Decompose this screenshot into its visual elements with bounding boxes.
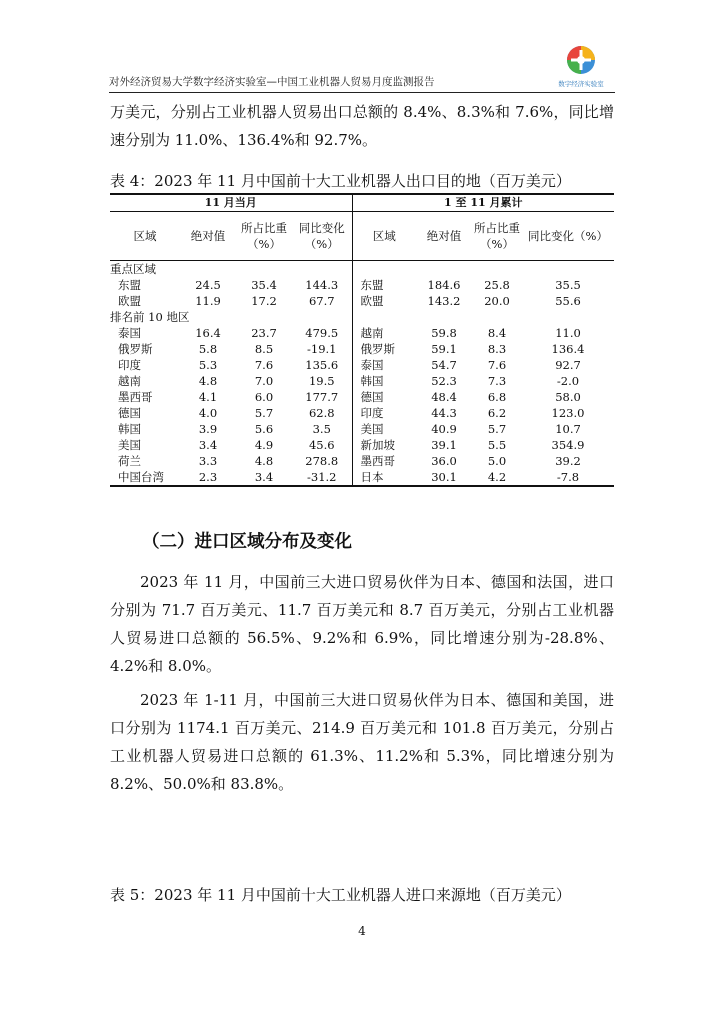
table-row	[110, 437, 614, 453]
section-paragraph-2: 2023 年 1-11 月，中国前三大进口贸易伙伴为日本、德国和美国，进口分别为 1174.1 百万美元、214.9 百万美元和 101.8 百万美元，分别占工业机器人贸易进口总额的 61.3%、11.2%和 5.3%，同比增速分别为 8.2%、50.0%和 83.8%。	[110, 691, 614, 793]
col-change-right: 同比变化（%）	[522, 212, 614, 261]
share-cell: 23.7	[251, 326, 277, 340]
share-cell: 4.9	[254, 438, 274, 452]
cum-yoy-change-cell: 123.0	[551, 406, 585, 420]
cum-abs-value-cell: 44.3	[431, 406, 457, 420]
cum-share-cell: 7.6	[487, 358, 507, 372]
cum-region-cell: 印度	[352, 405, 416, 421]
page-number: 4	[358, 924, 366, 938]
table-row	[110, 373, 614, 389]
abs-value-cell: 11.9	[195, 294, 221, 308]
share-cell: 5.6	[254, 422, 274, 436]
yoy-change-cell: 67.7	[308, 294, 335, 308]
cum-share-cell: 5.7	[487, 422, 507, 436]
table-section-row	[110, 261, 614, 278]
col-region: 区域	[110, 212, 180, 261]
cum-region-cell: 俄罗斯	[352, 341, 416, 357]
col-share: 所占比重（%）	[236, 212, 292, 261]
cum-yoy-change-cell: 136.4	[551, 342, 585, 356]
share-cell: 35.4	[251, 278, 277, 292]
region-cell: 印度	[118, 358, 141, 372]
cum-yoy-change-cell: 354.9	[551, 438, 585, 452]
export-destinations-table	[110, 193, 614, 487]
abs-value-cell: 5.3	[198, 358, 218, 372]
logo-caption: 数字经济实验室	[558, 80, 604, 88]
section-label: 排名前 10 地区	[110, 310, 190, 324]
cum-share-cell: 6.8	[487, 390, 507, 404]
cum-abs-value-cell: 59.1	[431, 342, 457, 356]
cum-abs-value-cell: 184.6	[427, 278, 461, 292]
cum-region-cell: 欧盟	[352, 293, 416, 309]
cum-abs-value-cell: 36.0	[431, 454, 457, 468]
cum-region-cell: 泰国	[352, 357, 416, 373]
cum-share-cell: 8.4	[487, 326, 507, 340]
cum-abs-value-cell: 143.2	[427, 294, 461, 308]
table-row	[110, 277, 614, 293]
cum-share-cell: 20.0	[484, 294, 510, 308]
abs-value-cell: 4.8	[198, 374, 218, 388]
group-month-header: 11 月当月	[110, 194, 352, 212]
table-row	[110, 293, 614, 309]
section-title: （二）进口区域分布及变化	[142, 532, 352, 552]
cum-yoy-change-cell: 10.7	[555, 422, 581, 436]
group-cumulative-header: 1 至 11 月累计	[352, 194, 614, 212]
cum-abs-value-cell: 30.1	[431, 470, 457, 484]
region-cell: 墨西哥	[118, 390, 153, 404]
abs-value-cell: 3.3	[198, 454, 218, 468]
cum-yoy-change-cell: -2.0	[556, 374, 580, 388]
abs-value-cell: 24.5	[195, 278, 221, 292]
cum-share-cell: 6.2	[487, 406, 507, 420]
region-cell: 德国	[118, 406, 141, 420]
yoy-change-cell: -19.1	[307, 342, 337, 356]
yoy-change-cell: 177.7	[305, 390, 339, 404]
abs-value-cell: 4.1	[198, 390, 218, 404]
region-cell: 美国	[118, 438, 141, 452]
region-cell: 越南	[118, 374, 141, 388]
cum-yoy-change-cell: 55.6	[555, 294, 581, 308]
region-cell: 荷兰	[118, 454, 141, 468]
share-cell: 17.2	[251, 294, 277, 308]
col-abs: 绝对值	[180, 212, 236, 261]
yoy-change-cell: 479.5	[305, 326, 339, 340]
section-spacer	[352, 309, 614, 325]
abs-value-cell: 16.4	[195, 326, 221, 340]
share-cell: 5.7	[254, 406, 274, 420]
abs-value-cell: 4.0	[198, 406, 218, 420]
intro-paragraph: 万美元，分别占工业机器人贸易出口总额的 8.4%、8.3%和 7.6%，同比增速分别为 11.0%、136.4%和 92.7%。	[110, 103, 614, 149]
abs-value-cell: 3.4	[198, 438, 218, 452]
share-cell: 4.8	[254, 454, 274, 468]
table-row	[110, 469, 614, 486]
yoy-change-cell: 135.6	[305, 358, 339, 372]
cum-abs-value-cell: 40.9	[431, 422, 457, 436]
cum-share-cell: 5.5	[487, 438, 507, 452]
yoy-change-cell: 19.5	[308, 374, 335, 388]
section-paragraph-1: 2023 年 11 月，中国前三大进口贸易伙伴为日本、德国和法国，进口分别为 71.7 百万美元、11.7 百万美元和 8.7 百万美元，分别占工业机器人贸易进口总额的 56.5%、9.2%和 6.9%，同比增速分别为-28.8%、4.2%和 8.0%。	[110, 573, 614, 675]
table-row	[110, 341, 614, 357]
table-row	[110, 357, 614, 373]
cum-yoy-change-cell: -7.8	[556, 470, 580, 484]
yoy-change-cell: 3.5	[312, 422, 331, 436]
header-title: 对外经济贸易大学数字经济实验室—中国工业机器人贸易月度监测报告	[109, 76, 435, 88]
cum-share-cell: 8.3	[487, 342, 507, 356]
cum-region-cell: 美国	[352, 421, 416, 437]
cum-region-cell: 新加坡	[352, 437, 416, 453]
col-share-right: 所占比重（%）	[472, 212, 522, 261]
cum-abs-value-cell: 54.7	[431, 358, 457, 372]
table5-caption: 表 5：2023 年 11 月中国前十大工业机器人进口来源地（百万美元）	[110, 886, 571, 904]
globe-logo-icon	[553, 44, 609, 78]
table-row	[110, 453, 614, 469]
share-cell: 7.0	[254, 374, 274, 388]
yoy-change-cell: 278.8	[305, 454, 339, 468]
yoy-change-cell: 62.8	[308, 406, 335, 420]
table4-caption: 表 4：2023 年 11 月中国前十大工业机器人出口目的地（百万美元）	[110, 172, 571, 190]
abs-value-cell: 2.3	[198, 470, 218, 484]
region-cell: 泰国	[118, 326, 141, 340]
cum-abs-value-cell: 48.4	[431, 390, 457, 404]
region-cell: 韩国	[118, 422, 141, 436]
cum-region-cell: 墨西哥	[352, 453, 416, 469]
region-cell: 中国台湾	[118, 470, 164, 484]
cum-region-cell: 越南	[352, 325, 416, 341]
section-label: 重点区域	[110, 262, 156, 276]
cum-share-cell: 5.0	[487, 454, 507, 468]
col-change: 同比变化（%）	[292, 212, 352, 261]
cum-yoy-change-cell: 58.0	[555, 390, 581, 404]
share-cell: 8.5	[254, 342, 274, 356]
region-cell: 欧盟	[118, 294, 141, 308]
table-row	[110, 405, 614, 421]
table-section-row	[110, 309, 614, 325]
cum-region-cell: 德国	[352, 389, 416, 405]
section-spacer	[352, 261, 614, 278]
cum-share-cell: 4.2	[487, 470, 507, 484]
yoy-change-cell: 144.3	[305, 278, 339, 292]
abs-value-cell: 3.9	[198, 422, 218, 436]
col-region-right: 区域	[352, 212, 416, 261]
table-row	[110, 389, 614, 405]
cum-abs-value-cell: 59.8	[431, 326, 457, 340]
cum-share-cell: 25.8	[484, 278, 510, 292]
table-body	[110, 261, 614, 487]
share-cell: 6.0	[254, 390, 274, 404]
cum-yoy-change-cell: 35.5	[555, 278, 581, 292]
table-row	[110, 325, 614, 341]
page-header	[109, 42, 615, 93]
yoy-change-cell: 45.6	[308, 438, 335, 452]
cum-yoy-change-cell: 11.0	[555, 326, 581, 340]
cum-region-cell: 韩国	[352, 373, 416, 389]
cum-abs-value-cell: 52.3	[431, 374, 457, 388]
cum-region-cell: 东盟	[352, 277, 416, 293]
abs-value-cell: 5.8	[198, 342, 218, 356]
cum-yoy-change-cell: 92.7	[555, 358, 581, 372]
table-row	[110, 421, 614, 437]
share-cell: 3.4	[254, 470, 274, 484]
col-abs-right: 绝对值	[416, 212, 472, 261]
cum-yoy-change-cell: 39.2	[555, 454, 581, 468]
cum-share-cell: 7.3	[487, 374, 507, 388]
region-cell: 东盟	[118, 278, 141, 292]
region-cell: 俄罗斯	[118, 342, 153, 356]
cum-region-cell: 日本	[352, 469, 416, 486]
share-cell: 7.6	[254, 358, 274, 372]
yoy-change-cell: -31.2	[307, 470, 337, 484]
cum-abs-value-cell: 39.1	[431, 438, 457, 452]
lab-logo	[553, 44, 609, 88]
